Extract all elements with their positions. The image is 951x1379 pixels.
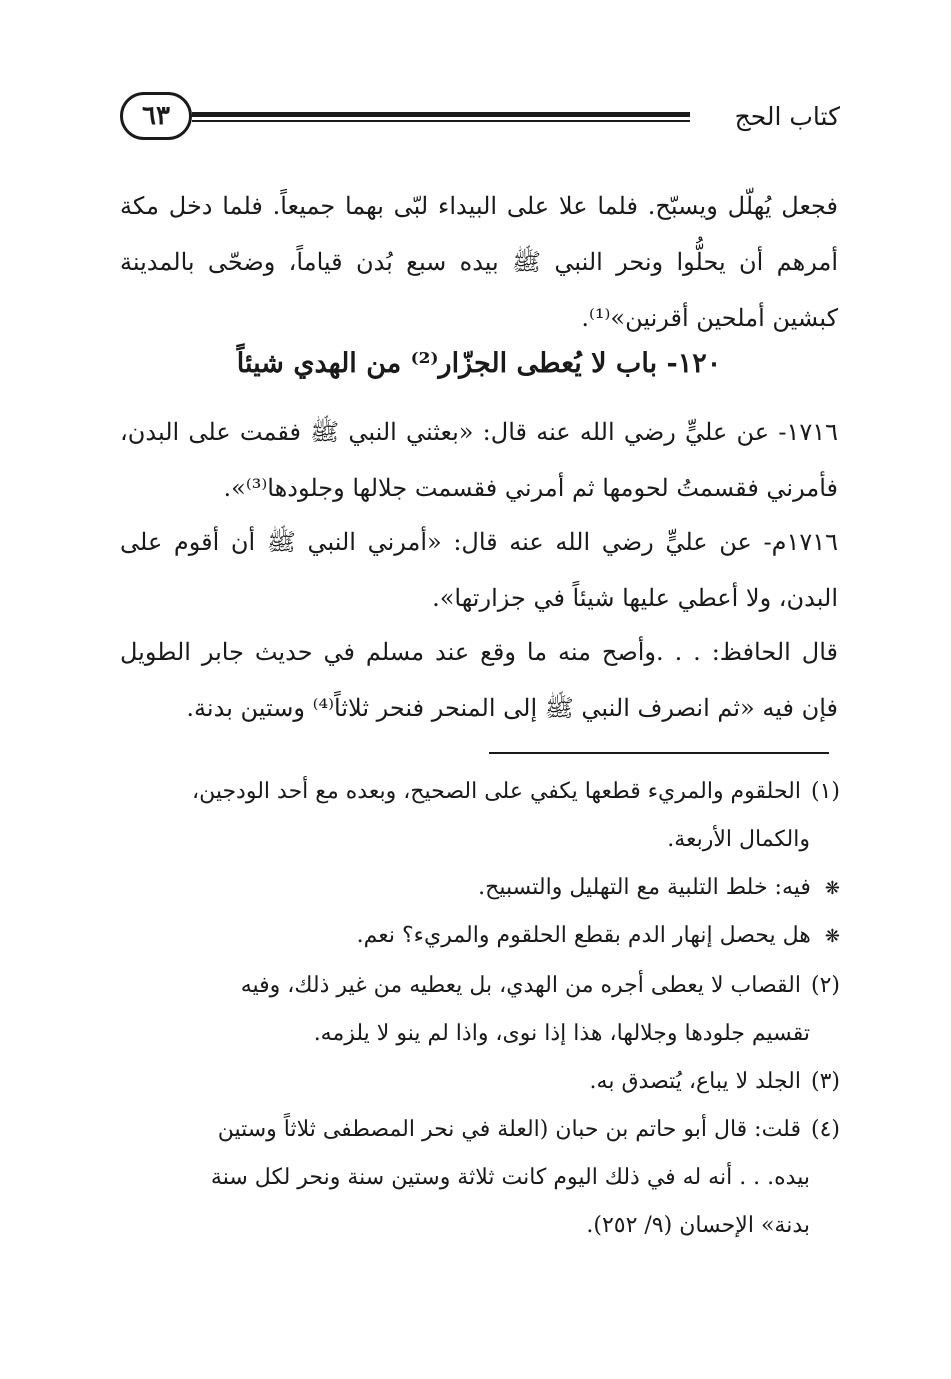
footnote-3 bbox=[118, 1058, 840, 1106]
footnote-star-1 bbox=[118, 864, 840, 913]
header-rule-thick bbox=[192, 112, 690, 117]
footnote-1-line-1: الحلقوم والمريء قطعها يكفي على الصحيح، وبعده مع أحد الودجين، bbox=[191, 779, 801, 804]
footnote-star-1-text: فيه: خلط التلبية مع التهليل والتسبيح. bbox=[478, 875, 811, 900]
footnote-4-line-3: بدنة» الإحسان (٩/ ٢٥٢). bbox=[586, 1213, 810, 1238]
header-rule-thin bbox=[192, 120, 690, 122]
asterism-icon: ❋ bbox=[824, 926, 840, 947]
footnote-2-marker: (٢) bbox=[810, 973, 840, 998]
hadith-1716m: ١٧١٦م- عن عليٍّ رضي الله عنه قال: «أمرني النبي ﷺ أن أقوم على البدن، ولا أعطي عليها شيئاً في جزارتها». bbox=[120, 528, 838, 612]
footnote-4 bbox=[118, 1106, 840, 1154]
hafiz-note: قال الحافظ: . . .وأصح منه ما وقع عند مسلم في حديث جابر الطويل فإن فيه «ثم انصرف النبي ﷺ إلى المنحر فنحر ثلاثاً⁽⁴⁾ وستين بدنة. bbox=[120, 638, 838, 722]
footnote-3-line-1: الجلد لا يباع، يُتصدق به. bbox=[589, 1069, 801, 1094]
footnote-star-2 bbox=[118, 912, 840, 961]
page-header bbox=[120, 92, 840, 148]
footnote-4-line-2: بيده. . . أنه له في ذلك اليوم كانت ثلاثة وستين سنة ونحر لكل سنة bbox=[210, 1165, 810, 1190]
footnote-separator bbox=[489, 752, 829, 754]
footnote-4-line-1: قلت: قال أبو حاتم بن حبان (العلة في نحر المصطفى ثلاثاً وستين bbox=[217, 1117, 801, 1142]
page-number-badge bbox=[120, 92, 192, 140]
page-number: ٦٣ bbox=[142, 101, 170, 131]
paragraph-continuation: فجعل يُهلّل ويسبّح. فلما علا على البيداء لبّى بهما جميعاً. فلما دخل مكة أمرهم أن يحلُّوا ونحر النبي ﷺ بيده سبع بُدن قياماً، وضحّى بالمدينة كبشين أملحين أقرنين»⁽¹⁾. bbox=[120, 192, 838, 332]
footnote-1-line-2: والكمال الأربعة. bbox=[667, 827, 810, 852]
header-rule bbox=[192, 112, 690, 124]
footnote-3-marker: (٣) bbox=[810, 1069, 840, 1094]
asterism-icon: ❋ bbox=[824, 878, 840, 899]
hadith-1716: ١٧١٦- عن عليٍّ رضي الله عنه قال: «بعثني النبي ﷺ فقمت على البدن، فأمرني فقسمتُ لحومها ثم أمرني فقسمت جلالها وجلودها⁽³⁾». bbox=[120, 418, 838, 502]
footnote-1 bbox=[118, 768, 840, 816]
footnote-star-2-text: هل يحصل إنهار الدم بقطع الحلقوم والمريء؟ نعم. bbox=[356, 923, 811, 948]
footnote-2-line-1: القصاب لا يعطى أجره من الهدي، بل يعطيه من غير ذلك، وفيه bbox=[240, 973, 801, 998]
footnote-2-line-2: تقسيم جلودها وجلالها، هذا إذا نوى، واذا لم ينو لا يلزمه. bbox=[313, 1021, 810, 1046]
chapter-heading: ١٢٠- باب لا يُعطى الجزّار⁽²⁾ من الهدي شيئاً bbox=[236, 348, 722, 379]
footnote-4-marker: (٤) bbox=[810, 1117, 840, 1142]
footnote-1-marker: (١) bbox=[810, 779, 840, 804]
running-title: كتاب الحج bbox=[734, 102, 840, 131]
footnote-2 bbox=[118, 962, 840, 1010]
